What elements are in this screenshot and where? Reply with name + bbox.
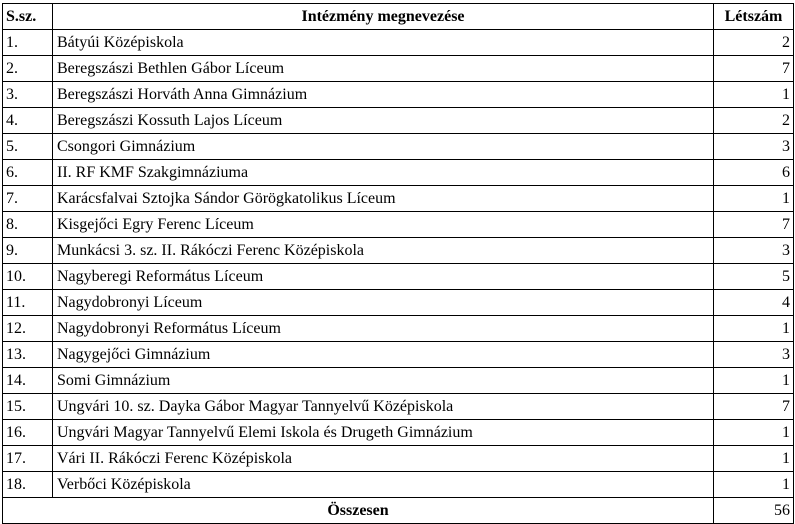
table-row xyxy=(3,472,794,498)
row-number: 4. xyxy=(3,108,53,134)
header-number: S.sz. xyxy=(3,4,53,30)
row-number: 3. xyxy=(3,82,53,108)
table-row xyxy=(3,108,794,134)
row-headcount: 2 xyxy=(714,30,794,56)
table-row xyxy=(3,446,794,472)
row-institution-name: Somi Gimnázium xyxy=(53,368,714,394)
table-row xyxy=(3,394,794,420)
row-institution-name: Ungvári 10. sz. Dayka Gábor Magyar Tannyelvű Középiskola xyxy=(53,394,714,420)
row-number: 16. xyxy=(3,420,53,446)
row-institution-name: Karácsfalvai Sztojka Sándor Görögkatolikus Líceum xyxy=(53,186,714,212)
row-headcount: 1 xyxy=(714,420,794,446)
row-institution-name: Munkácsi 3. sz. II. Rákóczi Ferenc Középiskola xyxy=(53,238,714,264)
row-number: 9. xyxy=(3,238,53,264)
row-number: 6. xyxy=(3,160,53,186)
row-headcount: 7 xyxy=(714,394,794,420)
row-number: 14. xyxy=(3,368,53,394)
table-row xyxy=(3,212,794,238)
table-row xyxy=(3,186,794,212)
row-headcount: 1 xyxy=(714,368,794,394)
table-row xyxy=(3,368,794,394)
header-institution-name: Intézmény megnevezése xyxy=(53,4,714,30)
row-headcount: 1 xyxy=(714,446,794,472)
total-label: Összesen xyxy=(3,498,714,524)
row-institution-name: Kisgejőci Egry Ferenc Líceum xyxy=(53,212,714,238)
row-institution-name: Nagydobronyi Református Líceum xyxy=(53,316,714,342)
row-headcount: 1 xyxy=(714,186,794,212)
row-institution-name: Beregszászi Kossuth Lajos Líceum xyxy=(53,108,714,134)
row-number: 11. xyxy=(3,290,53,316)
table-body xyxy=(3,30,794,498)
row-headcount: 3 xyxy=(714,134,794,160)
table-row xyxy=(3,238,794,264)
row-institution-name: Nagydobronyi Líceum xyxy=(53,290,714,316)
table-row xyxy=(3,56,794,82)
row-headcount: 2 xyxy=(714,108,794,134)
row-number: 18. xyxy=(3,472,53,498)
row-headcount: 7 xyxy=(714,212,794,238)
row-institution-name: II. RF KMF Szakgimnáziuma xyxy=(53,160,714,186)
row-number: 17. xyxy=(3,446,53,472)
row-institution-name: Beregszászi Bethlen Gábor Líceum xyxy=(53,56,714,82)
header-row xyxy=(3,4,794,30)
row-headcount: 1 xyxy=(714,316,794,342)
row-institution-name: Csongori Gimnázium xyxy=(53,134,714,160)
row-institution-name: Nagygejőci Gimnázium xyxy=(53,342,714,368)
row-number: 10. xyxy=(3,264,53,290)
row-institution-name: Beregszászi Horváth Anna Gimnázium xyxy=(53,82,714,108)
row-headcount: 5 xyxy=(714,264,794,290)
row-institution-name: Vári II. Rákóczi Ferenc Középiskola xyxy=(53,446,714,472)
row-number: 5. xyxy=(3,134,53,160)
row-number: 7. xyxy=(3,186,53,212)
row-institution-name: Ungvári Magyar Tannyelvű Elemi Iskola és Drugeth Gimnázium xyxy=(53,420,714,446)
row-institution-name: Nagyberegi Református Líceum xyxy=(53,264,714,290)
row-number: 2. xyxy=(3,56,53,82)
row-headcount: 4 xyxy=(714,290,794,316)
row-headcount: 1 xyxy=(714,472,794,498)
row-headcount: 7 xyxy=(714,56,794,82)
table-row xyxy=(3,316,794,342)
row-number: 12. xyxy=(3,316,53,342)
table-row xyxy=(3,30,794,56)
table-row xyxy=(3,264,794,290)
row-number: 13. xyxy=(3,342,53,368)
table-row xyxy=(3,342,794,368)
row-headcount: 3 xyxy=(714,342,794,368)
table-row xyxy=(3,134,794,160)
total-row xyxy=(3,498,794,524)
row-headcount: 1 xyxy=(714,82,794,108)
row-number: 1. xyxy=(3,30,53,56)
row-number: 15. xyxy=(3,394,53,420)
header-headcount: Létszám xyxy=(714,4,794,30)
row-number: 8. xyxy=(3,212,53,238)
row-institution-name: Verbőci Középiskola xyxy=(53,472,714,498)
total-count: 56 xyxy=(714,498,794,524)
row-institution-name: Bátyúi Középiskola xyxy=(53,30,714,56)
row-headcount: 6 xyxy=(714,160,794,186)
table-row xyxy=(3,420,794,446)
row-headcount: 3 xyxy=(714,238,794,264)
table-row xyxy=(3,82,794,108)
institution-table xyxy=(2,3,794,524)
table-row xyxy=(3,160,794,186)
table-row xyxy=(3,290,794,316)
